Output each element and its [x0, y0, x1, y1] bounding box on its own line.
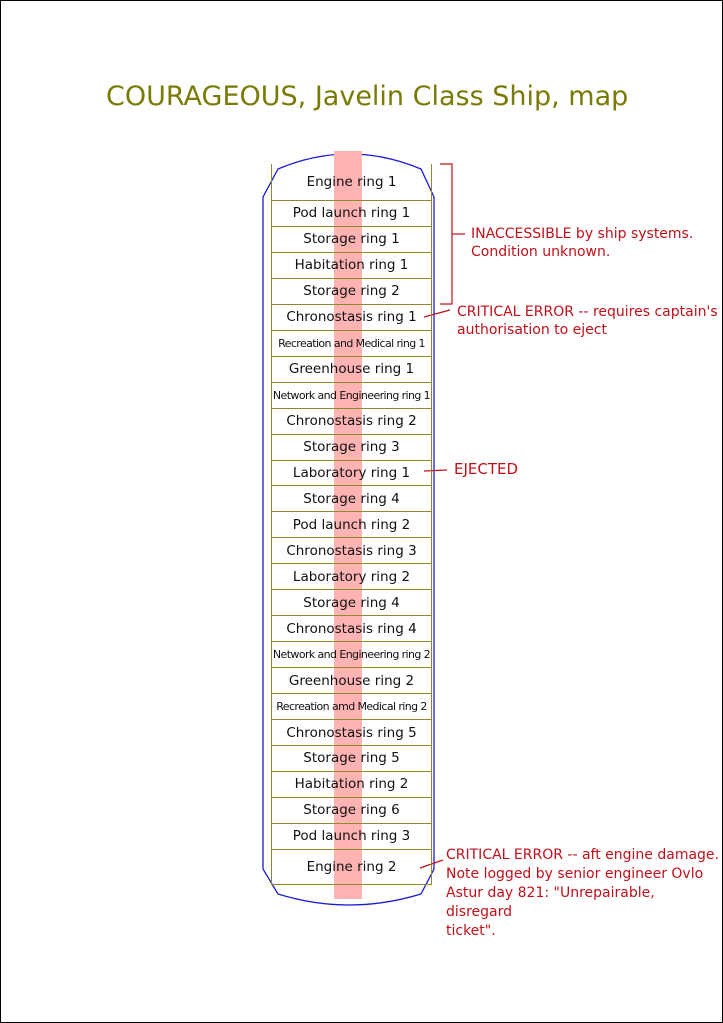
annotation-critical-eject: [457, 303, 718, 339]
ring-label: Chronostasis ring 3: [286, 542, 417, 559]
ring-label: Chronostasis ring 5: [286, 724, 417, 741]
ring-item: [271, 460, 432, 486]
ring-item: [271, 667, 432, 693]
annotation-engine-damage-line2: Note logged by senior engineer Ovlo: [446, 866, 704, 882]
ring-item: [271, 164, 432, 200]
ring-item: [271, 382, 432, 408]
ring-label: Network and Engineering ring 1: [272, 388, 431, 402]
annotation-ejected: EJECTED: [454, 460, 519, 478]
ring-label: Pod launch ring 1: [292, 205, 411, 222]
ring-item: [271, 226, 432, 252]
ring-label: Laboratory ring 2: [292, 568, 411, 585]
ring-label: Chronostasis ring 4: [286, 620, 417, 637]
ring-item: [271, 304, 432, 330]
annotation-inaccessible-line2: Condition unknown.: [471, 244, 611, 260]
annotation-engine-damage-line4: ticket".: [446, 923, 496, 939]
ring-label: Greenhouse ring 2: [288, 672, 415, 689]
annotation-engine-damage-line3: Astur day 821: "Unrepairable, disregard: [446, 885, 655, 920]
ring-item: [271, 745, 432, 771]
ring-item: [271, 641, 432, 667]
ring-item: [271, 434, 432, 460]
ring-label: Network and Engineering ring 2: [272, 648, 431, 662]
ring-item: [271, 485, 432, 511]
annotation-critical-eject-line2: authorisation to eject: [457, 322, 607, 338]
ring-item: [271, 589, 432, 615]
ring-label: Engine ring 2: [306, 858, 397, 875]
ring-label: Chronostasis ring 1: [286, 309, 417, 326]
ring-item: [271, 719, 432, 745]
ring-item: [271, 849, 432, 885]
ring-label: Recreation and Medical ring 1: [278, 336, 425, 350]
ring-item: [271, 511, 432, 537]
ring-item: [271, 200, 432, 226]
annotation-critical-eject-line1: CRITICAL ERROR -- requires captain's: [457, 304, 718, 320]
ring-stack: [271, 164, 432, 885]
ring-label: Storage ring 4: [303, 594, 400, 611]
page-title: COURAGEOUS, Javelin Class Ship, map: [106, 81, 629, 112]
annotation-inaccessible-line1: INACCESSIBLE by ship systems.: [471, 226, 694, 242]
ring-label: Engine ring 1: [306, 174, 397, 190]
ring-item: [271, 252, 432, 278]
ring-label: Habitation ring 1: [294, 257, 409, 274]
ring-item: [271, 356, 432, 382]
ring-label: Greenhouse ring 1: [288, 361, 415, 378]
ring-label: Pod launch ring 3: [292, 828, 411, 845]
ring-label: Pod launch ring 2: [292, 516, 411, 533]
ring-item: [271, 537, 432, 563]
annotation-engine-damage: [446, 846, 722, 941]
ring-item: [271, 408, 432, 434]
ring-item: [271, 330, 432, 356]
ring-label: Recreation amd Medical ring 2: [276, 700, 427, 714]
ring-item: [271, 797, 432, 823]
ring-item: [271, 278, 432, 304]
ring-label: Storage ring 5: [303, 750, 400, 767]
ring-item: [271, 823, 432, 849]
ring-label: Laboratory ring 1: [292, 465, 411, 481]
ring-label: Storage ring 4: [303, 490, 400, 507]
ring-label: Habitation ring 2: [294, 776, 409, 793]
ring-label: Storage ring 1: [303, 231, 400, 248]
annotation-engine-damage-line1: CRITICAL ERROR -- aft engine damage.: [446, 847, 719, 863]
ring-label: Storage ring 3: [303, 439, 400, 456]
ring-label: Chronostasis ring 2: [286, 413, 417, 430]
ring-label: Storage ring 2: [303, 283, 400, 300]
ring-label: Storage ring 6: [303, 802, 400, 819]
annotation-inaccessible: [471, 225, 693, 261]
ring-item: [271, 615, 432, 641]
ring-item: [271, 693, 432, 719]
ring-item: [271, 563, 432, 589]
ring-item: [271, 771, 432, 797]
